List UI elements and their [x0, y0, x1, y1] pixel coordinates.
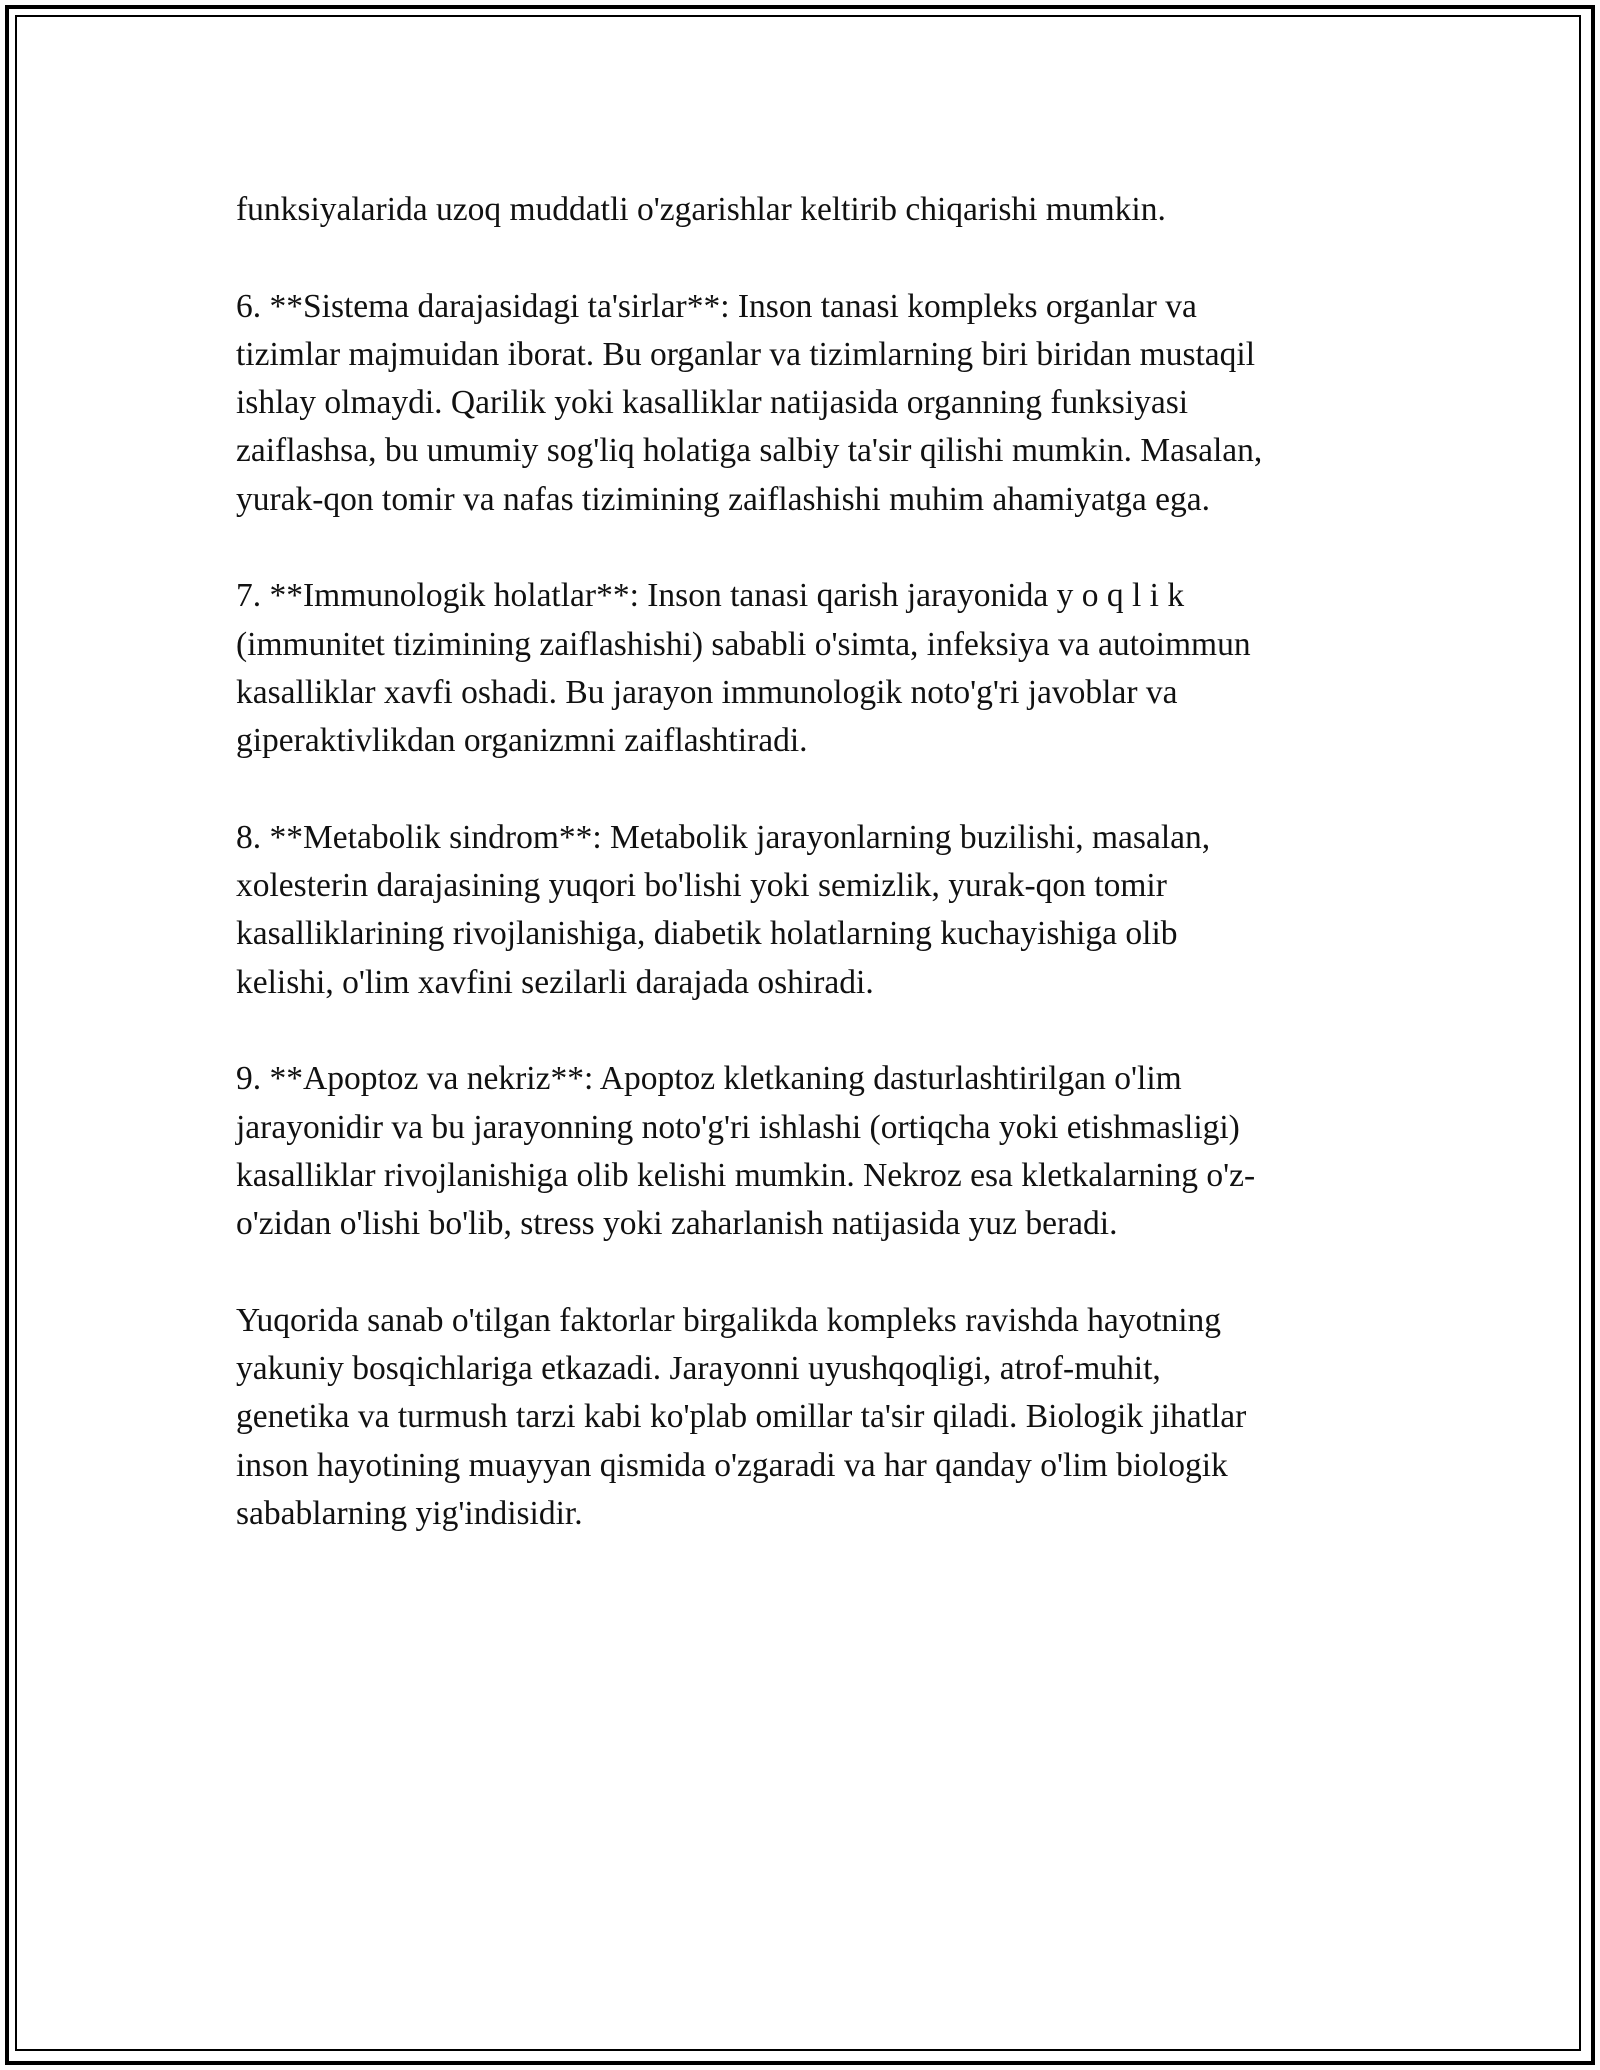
paragraph-item-9: 9. **Apoptoz va nekriz**: Apoptoz kletkaning dasturlashtirilgan o'lim jarayonidir va bu jarayonning noto'g'ri ishlashi (ortiqcha yoki etishmasligi) kasalliklar rivojlanishiga olib kelishi mumkin. Nekroz esa kletkalarning o'z- o'zidan o'lishi bo'lib, stress yoki zaharlanish natijasida yuz beradi.: [236, 1060, 1256, 1243]
paragraph-conclusion: Yuqorida sanab o'tilgan faktorlar birgalikda kompleks ravishda hayotning yakuniy bosqichlariga etkazadi. Jarayonni uyushqoqligi, atrof-muhit, genetika va turmush tarzi kabi ko'plab omillar ta'sir qiladi. Biologik jihatlar inson hayotining muayyan qismida o'zgaradi va har qanday o'lim biologik sabablarning yig'indisidir.: [236, 1301, 1247, 1533]
paragraph-item-8: 8. **Metabolik sindrom**: Metabolik jarayonlarning buzilishi, masalan, xolesterin darajasining yuqori bo'lishi yoki semizlik, yurak-qon tomir kasalliklarining rivojlanishiga, diabetik holatlarning kuchayishiga olib kelishi, o'lim xavfini sezilarli darajada oshiradi.: [236, 818, 1211, 1001]
paragraph-continuation: funksiyalarida uzoq muddatli o'zgarishlar keltirib chiqarishi mumkin.: [236, 191, 1166, 228]
paragraph-item-7: 7. **Immunologik holatlar**: Inson tanasi qarish jarayonida y o q l i k (immunitet tizimining zaiflashishi) sababli o'simta, infeksiya va autoimmun kasalliklar xavfi oshadi. Bu jarayon immunologik noto'g'ri javoblar va giperaktivlikdan organizmni zaiflashtiradi.: [236, 577, 1251, 760]
document-body: [236, 186, 1366, 1538]
paragraph-item-6: 6. **Sistema darajasidagi ta'sirlar**: Inson tanasi kompleks organlar va tizimlar majmuidan iborat. Bu organlar va tizimlarning biri biridan mustaqil ishlay olmaydi. Qarilik yoki kasalliklar natijasida organning funksiyasi zaiflashsa, bu umumiy sog'liq holatiga salbiy ta'sir qilishi mumkin. Masalan, yurak-qon tomir va nafas tizimining zaiflashishi muhim ahamiyatga ega.: [236, 287, 1263, 518]
